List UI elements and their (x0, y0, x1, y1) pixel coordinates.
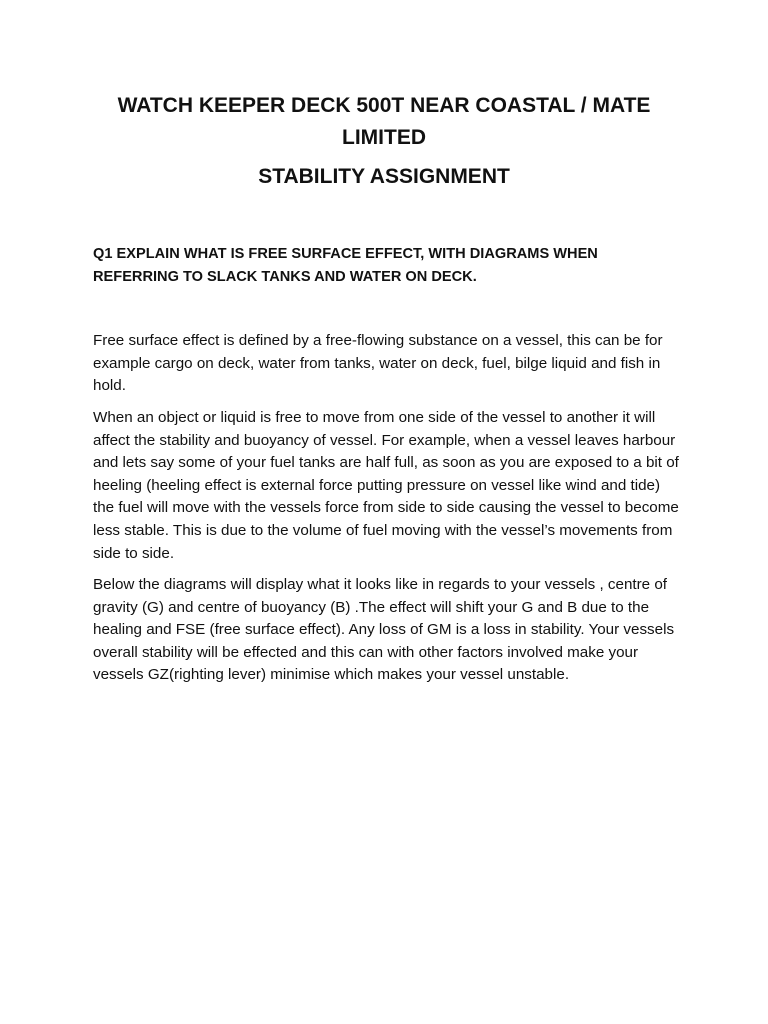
document-title: WATCH KEEPER DECK 500T NEAR COASTAL / MATE LIMITED (117, 94, 651, 149)
paragraph-example: When an object or liquid is free to move from one side of the vessel to another it will affect the stability and buoyancy of vessel. For example, when a vessel leaves harbour and lets say some of your fuel tanks are half full, as soon as you are exposed to a bit of heeling (heeling effect is external force putting pressure on vessel like wind and tide) the fuel will move with the vessels force from side to side causing the vessel to become less stable. This is due to the volume of fuel moving with the vessel’s movements from side to side. (93, 409, 679, 562)
document-subtitle: STABILITY ASSIGNMENT (258, 165, 510, 188)
question-heading: Q1 EXPLAIN WHAT IS FREE SURFACE EFFECT, WITH DIAGRAMS WHEN REFERRING TO SLACK TANKS AND WATER ON DECK. (93, 246, 598, 285)
paragraph-definition: Free surface effect is defined by a free-flowing substance on a vessel, this can be for example cargo on deck, water from tanks, water on deck, fuel, bilge liquid and fish in hold. (93, 332, 663, 395)
paragraph-diagrams-intro: Below the diagrams will display what it looks like in regards to your vessels , centre of gravity (G) and centre of buoyancy (B) .The effect will shift your G and B due to the healing and FSE (free surface effect). Any loss of GM is a loss in stability. Your vessels overall stability will be effected and this can with other factors involved make your vessels GZ(righting lever) minimise which makes your vessel unstable. (93, 576, 675, 684)
